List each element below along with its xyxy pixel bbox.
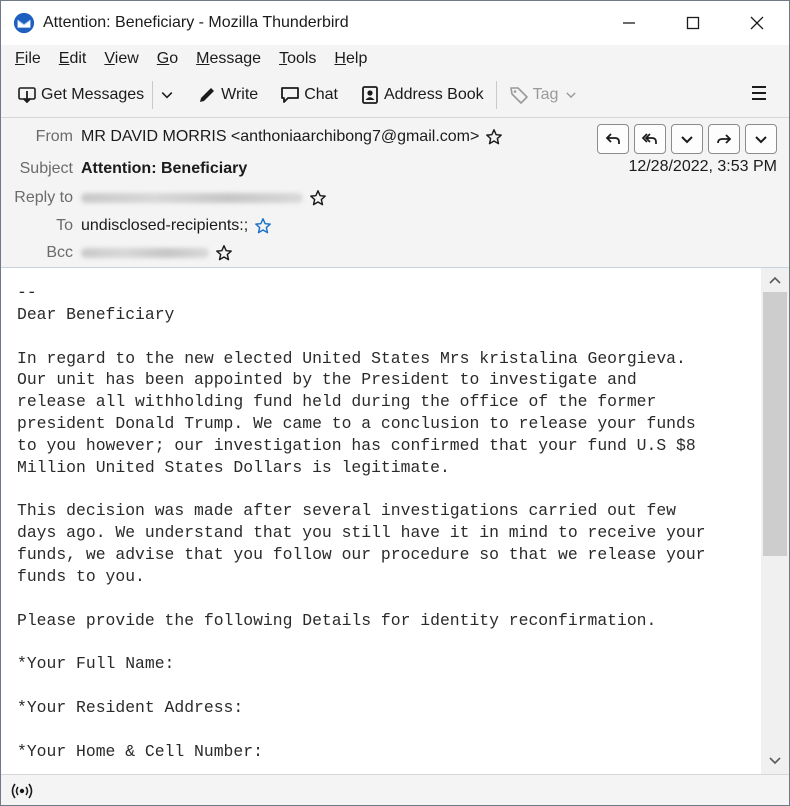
reply-to-label: Reply to bbox=[14, 189, 73, 206]
toolbar-separator bbox=[496, 81, 497, 109]
pencil-icon bbox=[197, 85, 217, 105]
menu-edit-rest: dit bbox=[69, 50, 87, 67]
download-mail-icon bbox=[17, 85, 37, 105]
menu-file-accel: F bbox=[15, 50, 25, 67]
reply-to-redacted[interactable] bbox=[81, 193, 303, 203]
chat-label: Chat bbox=[304, 86, 338, 103]
menu-tools-accel: T bbox=[279, 50, 288, 67]
window-title: Attention: Beneficiary - Mozilla Thunderbird bbox=[43, 14, 349, 31]
from-row bbox=[1, 124, 503, 150]
thunderbird-app-icon bbox=[13, 12, 35, 34]
reply-to-row bbox=[1, 185, 327, 211]
online-status-icon[interactable] bbox=[11, 782, 33, 800]
tag-button[interactable] bbox=[503, 78, 589, 112]
vertical-scrollbar[interactable] bbox=[761, 268, 789, 774]
chat-button[interactable] bbox=[274, 78, 344, 112]
to-label: To bbox=[56, 217, 73, 234]
menu-message-rest: essage bbox=[209, 50, 262, 67]
menu-help[interactable] bbox=[328, 50, 373, 68]
menu-tools-rest: ools bbox=[287, 50, 317, 67]
menu-tools[interactable] bbox=[273, 50, 322, 68]
forward-icon bbox=[716, 131, 732, 147]
reply-options-dropdown[interactable] bbox=[671, 124, 703, 154]
get-messages-label: Get Messages bbox=[41, 86, 145, 103]
write-button[interactable] bbox=[191, 78, 264, 112]
menu-message-accel: M bbox=[196, 50, 210, 67]
menu-view[interactable] bbox=[98, 50, 144, 68]
chevron-down-icon bbox=[564, 88, 578, 102]
forward-button[interactable] bbox=[708, 124, 740, 154]
address-book-button[interactable] bbox=[354, 78, 490, 112]
scroll-up-icon[interactable] bbox=[768, 275, 782, 285]
more-actions-dropdown[interactable] bbox=[745, 124, 777, 154]
minimize-icon bbox=[622, 16, 636, 30]
menu-file-rest: ile bbox=[24, 50, 41, 67]
close-button[interactable] bbox=[725, 1, 789, 45]
reply-all-button[interactable] bbox=[634, 124, 666, 154]
to-value[interactable]: undisclosed-recipients:; bbox=[81, 217, 249, 234]
menu-view-accel: V bbox=[104, 50, 115, 67]
get-messages-button[interactable] bbox=[11, 78, 150, 112]
subject-value: Attention: Beneficiary bbox=[81, 160, 248, 177]
menu-bar bbox=[1, 45, 789, 73]
main-toolbar bbox=[1, 73, 789, 118]
address-book-icon bbox=[360, 85, 380, 105]
message-header bbox=[1, 118, 789, 268]
star-icon[interactable] bbox=[254, 217, 272, 235]
message-body-text: -- Dear Beneficiary In regard to the new elected United States Mrs kristalina Georgieva. Our unit has been appointed by the President to investigate and release all withholding fund held during the office of the former president Donald Trump. We came to a conclusion to release your funds to you however; our investigation has confirmed that your fund U.S $8 Million United States Dollars is legitimate. This decision was made after several investigations carried out few days ago. We understand that you still have it in mind to receive your funds, we advise that you follow our procedure so that we release your funds to you. Please provide the following Details for identity reconfirmation. *Your Full Name: *Your Resident Address: *Your Home & Cell Number: bbox=[17, 283, 706, 761]
hamburger-menu-icon bbox=[749, 83, 769, 103]
maximize-button[interactable] bbox=[661, 1, 725, 45]
maximize-icon bbox=[686, 16, 700, 30]
bcc-redacted[interactable] bbox=[81, 248, 209, 258]
minimize-button[interactable] bbox=[597, 1, 661, 45]
from-value[interactable]: MR DAVID MORRIS <anthoniaarchibong7@gmail.com> bbox=[81, 128, 480, 145]
address-book-label: Address Book bbox=[384, 86, 484, 103]
menu-go-accel: G bbox=[156, 50, 170, 67]
reply-all-icon bbox=[642, 131, 658, 147]
header-action-buttons bbox=[597, 124, 777, 154]
menu-message[interactable] bbox=[190, 50, 267, 68]
menu-go-rest: o bbox=[169, 50, 179, 67]
title-bar bbox=[1, 1, 789, 45]
from-label: From bbox=[35, 128, 73, 145]
message-date: 12/28/2022, 3:53 PM bbox=[628, 158, 777, 175]
menu-view-rest: iew bbox=[114, 50, 139, 67]
chevron-down-icon bbox=[159, 87, 175, 103]
menu-edit[interactable] bbox=[53, 50, 93, 68]
tag-label: Tag bbox=[532, 86, 559, 103]
scroll-down-icon[interactable] bbox=[768, 756, 782, 766]
toolbar-separator bbox=[152, 81, 153, 109]
subject-row bbox=[1, 156, 247, 182]
get-messages-dropdown[interactable] bbox=[155, 78, 179, 112]
message-body[interactable] bbox=[1, 268, 761, 774]
chevron-down-icon bbox=[753, 131, 769, 147]
star-icon[interactable] bbox=[485, 128, 503, 146]
star-icon[interactable] bbox=[215, 244, 233, 262]
star-icon[interactable] bbox=[309, 189, 327, 207]
bcc-label: Bcc bbox=[46, 244, 73, 261]
window-controls bbox=[597, 1, 789, 45]
to-row bbox=[1, 213, 272, 239]
chevron-down-icon bbox=[679, 131, 695, 147]
subject-label: Subject bbox=[19, 160, 73, 177]
menu-go[interactable] bbox=[151, 50, 184, 68]
chat-bubble-icon bbox=[280, 85, 300, 105]
write-label: Write bbox=[221, 86, 259, 103]
menu-help-rest: elp bbox=[345, 50, 368, 67]
menu-help-accel: H bbox=[334, 50, 346, 67]
bcc-row bbox=[1, 240, 233, 266]
tag-icon bbox=[509, 85, 529, 105]
scrollbar-thumb[interactable] bbox=[763, 292, 787, 556]
app-menu-button[interactable] bbox=[749, 83, 769, 108]
close-icon bbox=[750, 16, 764, 30]
reply-icon bbox=[605, 131, 621, 147]
reply-button[interactable] bbox=[597, 124, 629, 154]
status-bar bbox=[1, 774, 789, 806]
menu-file[interactable] bbox=[9, 50, 47, 68]
menu-edit-accel: E bbox=[58, 50, 70, 67]
